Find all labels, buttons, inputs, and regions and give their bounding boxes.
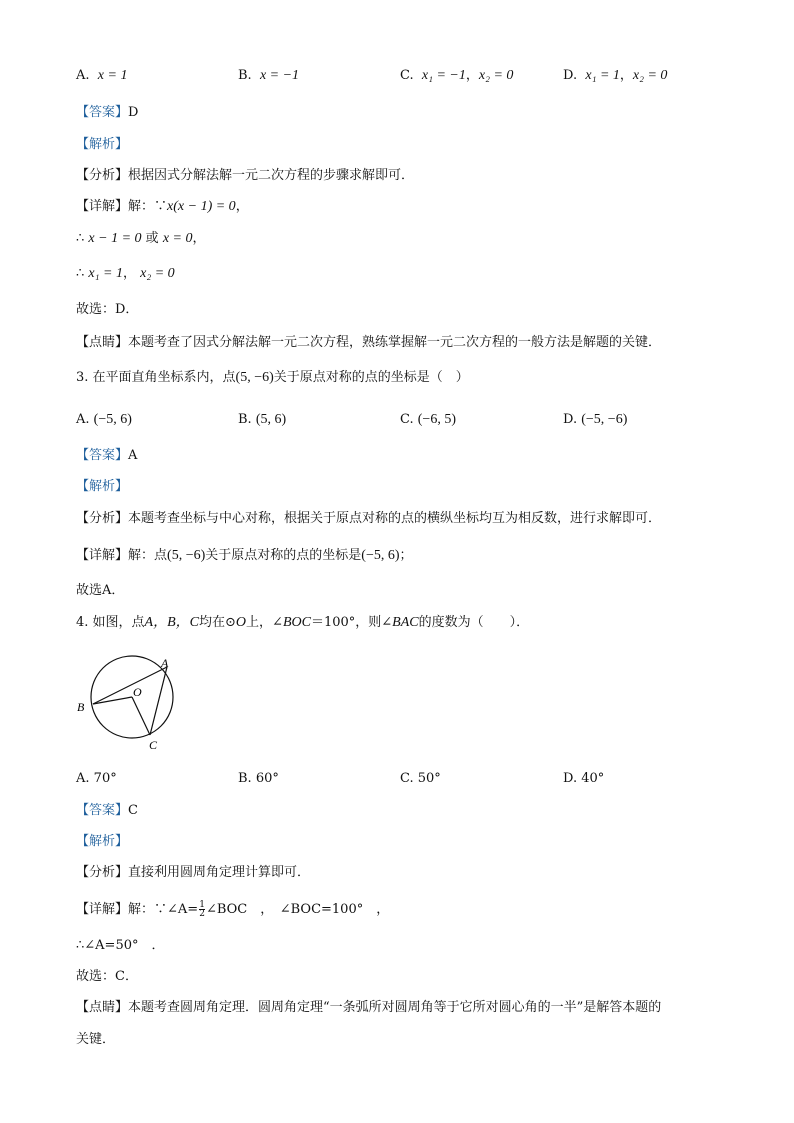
label-b: B [77, 700, 85, 714]
answer-value: D [128, 105, 139, 120]
punct: ， [192, 231, 206, 246]
fraction-denominator: 2 [199, 909, 205, 919]
xiangjie-text: ∠BOC ， ∠BOC=100° ， [205, 902, 390, 917]
step-text: ∴∠A=50° ． [76, 938, 165, 953]
q3-stem [76, 368, 469, 388]
fenxi-tag: 【分析】 [76, 511, 129, 526]
q2-fenxi [76, 166, 414, 186]
xiangjie-tag: 【详解】 [76, 199, 129, 214]
fenxi-text: 根据因式分解法解一元二次方程的步骤求解即可． [128, 168, 415, 183]
q4-answer [76, 801, 138, 821]
analysis-tag: 【解析】 [76, 137, 129, 152]
option-expr: 50° [417, 771, 441, 786]
option-expr: 60° [255, 771, 279, 786]
q4-xiangjie [76, 900, 389, 920]
option-expr: x₁ = 1 [585, 68, 620, 83]
choose-text: 故选A． [76, 583, 125, 598]
stem-text: 上，∠ [246, 615, 283, 630]
label-a: A [161, 656, 169, 670]
angle-name: BAC [392, 615, 419, 630]
point-names: A，B，C [144, 615, 199, 630]
q2-option-b [238, 66, 299, 86]
point-coord: (5, −6) [235, 370, 274, 385]
option-expr: 70° [93, 771, 117, 786]
q4-fenxi [76, 863, 310, 883]
q3-analysis-heading [76, 477, 128, 497]
option-sep: ， [619, 68, 633, 83]
q4-choose [76, 967, 138, 987]
answer-value: C [128, 803, 138, 818]
equation: x₁ = 1 [88, 266, 123, 281]
q3-fenxi [76, 509, 661, 529]
stem-text: 4. 如图，点 [76, 615, 145, 630]
analysis-tag: 【解析】 [76, 479, 129, 494]
xiangjie-tag: 【详解】 [76, 902, 129, 917]
option-expr: x₂ = 0 [632, 68, 668, 83]
option-expr: (−5, −6) [581, 412, 628, 427]
choose-text: 故选：D． [76, 302, 139, 317]
fraction [199, 901, 205, 918]
option-expr: 40° [581, 771, 605, 786]
xiangjie-prefix: 解：点 [128, 548, 168, 563]
q2-choose [76, 300, 138, 320]
q4-dianjing [76, 998, 661, 1018]
dianjing-text: 本题考查了因式分解法解一元二次方程，熟练掌握解一元二次方程的一般方法是解题的关键． [128, 335, 662, 350]
q2-xiangjie [76, 197, 249, 217]
option-expr: (−6, 5) [417, 412, 456, 427]
option-label: A. [76, 771, 90, 786]
angle-name: BOC [282, 615, 311, 630]
stem-text: 关于原点对称的点的坐标是（ ） [273, 370, 469, 385]
choose-text: 故选：C． [76, 969, 138, 984]
punct: ； [399, 548, 413, 563]
q2-option-a [76, 66, 127, 86]
q2-step3 [76, 264, 175, 284]
answer-tag: 【答案】 [76, 803, 129, 818]
q3-answer [76, 446, 137, 466]
fenxi-text: 直接利用圆周角定理计算即可． [128, 865, 311, 880]
q4-option-b [238, 769, 279, 789]
option-label: D. [563, 412, 578, 427]
option-label: D. [563, 68, 578, 83]
stem-text: 均在⊙ [199, 615, 236, 630]
q2-option-c [400, 66, 513, 86]
label-o: O [133, 685, 142, 699]
option-label: D. [563, 771, 578, 786]
q2-option-d [563, 66, 667, 86]
option-label: B. [238, 68, 252, 83]
answer-tag: 【答案】 [76, 448, 129, 463]
q2-analysis-heading [76, 135, 128, 155]
dianjing-tag: 【点睛】 [76, 335, 129, 350]
punct: ， [235, 199, 249, 214]
q4-analysis-heading [76, 832, 128, 852]
segment-ac [150, 667, 167, 735]
option-expr: (−5, 6) [93, 412, 132, 427]
segment-ab [93, 667, 167, 704]
q2-step2 [76, 229, 206, 249]
xiangjie-text: 关于原点对称的点的坐标是 [205, 548, 362, 563]
dianjing-tag: 【点睛】 [76, 1000, 129, 1015]
stem-text: 的度数为（ ）． [418, 615, 530, 630]
q4-option-a [76, 769, 117, 789]
therefore-symbol: ∴ [76, 231, 85, 246]
xiangjie-tag: 【详解】 [76, 548, 129, 563]
q3-option-a [76, 410, 132, 430]
option-expr: x₁ = −1 [421, 68, 466, 83]
fraction-numerator: 1 [199, 900, 205, 910]
answer-value: A [128, 448, 138, 463]
q3-choose [76, 581, 124, 601]
option-label: B. [238, 771, 252, 786]
q4-stem [76, 613, 529, 633]
q3-option-c [400, 410, 456, 430]
option-label: B. [238, 412, 252, 427]
q2-answer [76, 103, 138, 123]
segment-oc [132, 697, 150, 735]
q4-dianjing-cont [76, 1030, 115, 1050]
option-label: C. [400, 412, 414, 427]
stem-text: 3. 在平面直角坐标系内，点 [76, 370, 236, 385]
dianjing-text: 关键． [76, 1032, 116, 1047]
equation: x − 1 = 0 [88, 231, 142, 246]
point-coord: (−5, 6) [361, 548, 400, 563]
option-label: C. [400, 771, 414, 786]
punct: ， [122, 266, 136, 281]
option-expr: x = 1 [97, 68, 128, 83]
q3-option-d [563, 410, 627, 430]
q3-xiangjie [76, 546, 413, 566]
equation: x = 0 [162, 231, 193, 246]
fenxi-tag: 【分析】 [76, 865, 129, 880]
option-expr: (5, 6) [255, 412, 287, 427]
connector: 或 [145, 231, 159, 246]
xiangjie-prefix: 解：∵∠A= [128, 902, 199, 917]
dianjing-text: 本题考查圆周角定理．圆周角定理“一条弧所对圆周角等于它所对圆心角的一半”是解答本题的 [128, 1000, 662, 1015]
circle-figure [74, 650, 184, 755]
analysis-tag: 【解析】 [76, 834, 129, 849]
therefore-symbol: ∴ [76, 266, 85, 281]
option-expr: x = −1 [259, 68, 300, 83]
q2-dianjing [76, 333, 661, 353]
label-c: C [149, 738, 158, 752]
equation: x(x − 1) = 0 [167, 199, 236, 214]
option-expr: x₂ = 0 [478, 68, 514, 83]
q4-step2 [76, 936, 165, 956]
point-name: O [235, 615, 247, 630]
point-coord: (5, −6) [167, 548, 206, 563]
fenxi-text: 本题考查坐标与中心对称，根据关于原点对称的点的横纵坐标均互为相反数，进行求解即可． [128, 511, 662, 526]
q4-option-d [563, 769, 604, 789]
option-label: A. [76, 412, 90, 427]
option-label: C. [400, 68, 414, 83]
option-sep: ， [465, 68, 479, 83]
equation: x₂ = 0 [140, 266, 175, 281]
answer-tag: 【答案】 [76, 105, 129, 120]
option-label: A. [76, 68, 90, 83]
xiangjie-prefix: 解：∵ [128, 199, 168, 214]
q4-option-c [400, 769, 441, 789]
fenxi-tag: 【分析】 [76, 168, 129, 183]
q3-option-b [238, 410, 286, 430]
stem-text: ＝100°，则∠ [310, 615, 393, 630]
